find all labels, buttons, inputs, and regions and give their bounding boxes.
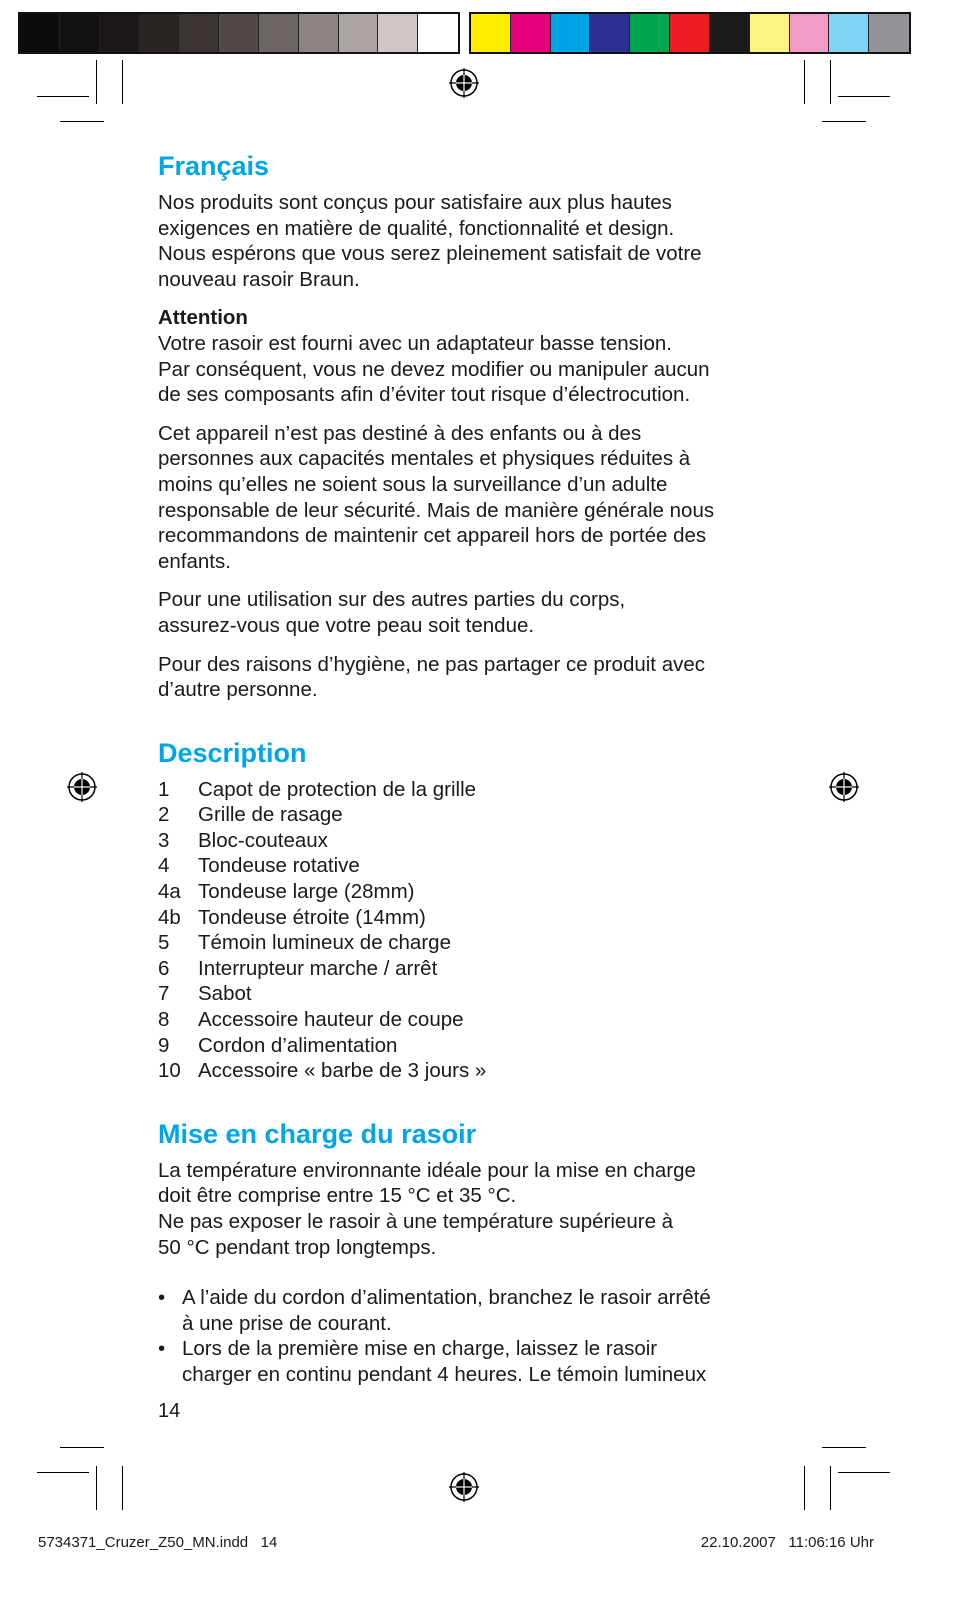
gray-swatch — [219, 14, 259, 52]
process-color-swatch — [790, 14, 830, 52]
children-paragraph: Cet appareil n’est pas destiné à des enfants ou à des personnes aux capacités mentales et physiques réduites à moins qu’elles ne soient sous la surveillance d’un adulte responsable de leur sécurité. Mais de manière générale nous recommandons de maintenir cet appareil hors de portée des enfants. — [158, 421, 715, 573]
page-content — [158, 150, 798, 1388]
hygiene-paragraph: Pour des raisons d’hygiène, ne pas partager ce produit avec d’autre personne. — [158, 652, 706, 702]
gray-swatch — [100, 14, 140, 52]
list-item: 1 Capot de protection de la grille — [158, 777, 477, 801]
list-item: 7 Sabot — [158, 982, 252, 1006]
process-color-swatch — [829, 14, 869, 52]
list-item: 3 Bloc-couteaux — [158, 828, 328, 852]
list-item: 9 Cordon d’alimentation — [158, 1033, 398, 1057]
crop-mark — [838, 1472, 890, 1473]
bullet-icon: • — [158, 1337, 166, 1361]
gray-swatch — [339, 14, 379, 52]
process-color-swatch — [551, 14, 591, 52]
list-item: 5 Témoin lumineux de charge — [158, 931, 451, 955]
gray-swatch — [418, 14, 458, 52]
crop-mark — [37, 96, 89, 97]
crop-mark — [838, 96, 890, 97]
gray-swatch — [139, 14, 179, 52]
gray-scale-bar — [18, 12, 460, 54]
slug-timestamp: 22.10.2007 11:06:16 Uhr — [700, 1534, 874, 1551]
process-color-swatch — [471, 14, 511, 52]
page-number: 14 — [158, 1400, 181, 1422]
process-color-swatch — [630, 14, 670, 52]
attention-paragraph: Attention Votre rasoir est fourni avec un adaptateur basse tension. Par conséquent, vous ne devez modifier ou manipuler aucun de ses composants afin d’éviter tout risque d’électrocution. — [158, 306, 710, 407]
crop-mark — [60, 121, 104, 122]
crop-mark — [96, 1466, 97, 1510]
gray-swatch — [259, 14, 299, 52]
crop-mark — [122, 60, 123, 104]
registration-mark-icon — [67, 772, 97, 802]
list-item: 6 Interrupteur marche / arrêt — [158, 956, 438, 980]
process-color-swatch — [590, 14, 630, 52]
process-color-swatch — [750, 14, 790, 52]
gray-swatch — [179, 14, 219, 52]
process-color-swatch — [869, 14, 909, 52]
charging-bullets — [158, 1285, 798, 1387]
heading-description: Description — [158, 737, 307, 768]
crop-mark — [60, 1447, 104, 1448]
list-item: 8 Accessoire hauteur de coupe — [158, 1008, 464, 1032]
charging-paragraph: La température environnante idéale pour la mise en charge doit être comprise entre 15 °C et 35 °C. Ne pas exposer le rasoir à une température supérieure à 50 °C pendant trop longtemps. — [158, 1158, 696, 1259]
process-color-swatch — [511, 14, 551, 52]
crop-mark — [830, 1466, 831, 1510]
process-color-swatch — [710, 14, 750, 52]
gray-swatch — [299, 14, 339, 52]
registration-mark-icon — [829, 772, 859, 802]
heading-charging: Mise en charge du rasoir — [158, 1118, 477, 1149]
registration-mark-icon — [449, 68, 479, 98]
attention-label: Attention — [158, 306, 248, 330]
bullet-icon: • — [158, 1286, 166, 1310]
registration-mark-icon — [449, 1472, 479, 1502]
intro-paragraph: Nos produits sont conçus pour satisfaire aux plus hautes exigences en matière de qualité, fonctionnalité et design. Nous espérons que vous serez pleinement satisfait de votre nouveau rasoir Braun. — [158, 191, 702, 291]
crop-mark — [96, 60, 97, 104]
list-item: 4a Tondeuse large (28mm) — [158, 880, 415, 904]
slug-filename: 5734371_Cruzer_Z50_MN.indd 14 — [38, 1534, 278, 1551]
crop-mark — [822, 1447, 866, 1448]
list-item: 2 Grille de rasage — [158, 803, 343, 827]
crop-mark — [804, 1466, 805, 1510]
list-item: 10 Accessoire « barbe de 3 jours » — [158, 1059, 487, 1083]
crop-mark — [822, 121, 866, 122]
list-item: • Lors de la première mise en charge, laissez le rasoir charger en continu pendant 4 heures. Le témoin lumineux — [158, 1337, 707, 1386]
list-item: 4b Tondeuse étroite (14mm) — [158, 905, 426, 929]
crop-mark — [804, 60, 805, 104]
heading-francais: Français — [158, 151, 270, 181]
body-use-paragraph: Pour une utilisation sur des autres parties du corps, assurez-vous que votre peau soit tendue. — [158, 588, 626, 637]
crop-mark — [122, 1466, 123, 1510]
gray-swatch — [378, 14, 418, 52]
crop-mark — [830, 60, 831, 104]
crop-mark — [37, 1472, 89, 1473]
process-color-bar — [469, 12, 911, 54]
gray-swatch — [60, 14, 100, 52]
list-item: • A l’aide du cordon d’alimentation, branchez le rasoir arrêté à une prise de courant. — [158, 1286, 711, 1335]
list-item: 4 Tondeuse rotative — [158, 854, 360, 878]
gray-swatch — [20, 14, 60, 52]
process-color-swatch — [670, 14, 710, 52]
description-list — [158, 777, 798, 1084]
